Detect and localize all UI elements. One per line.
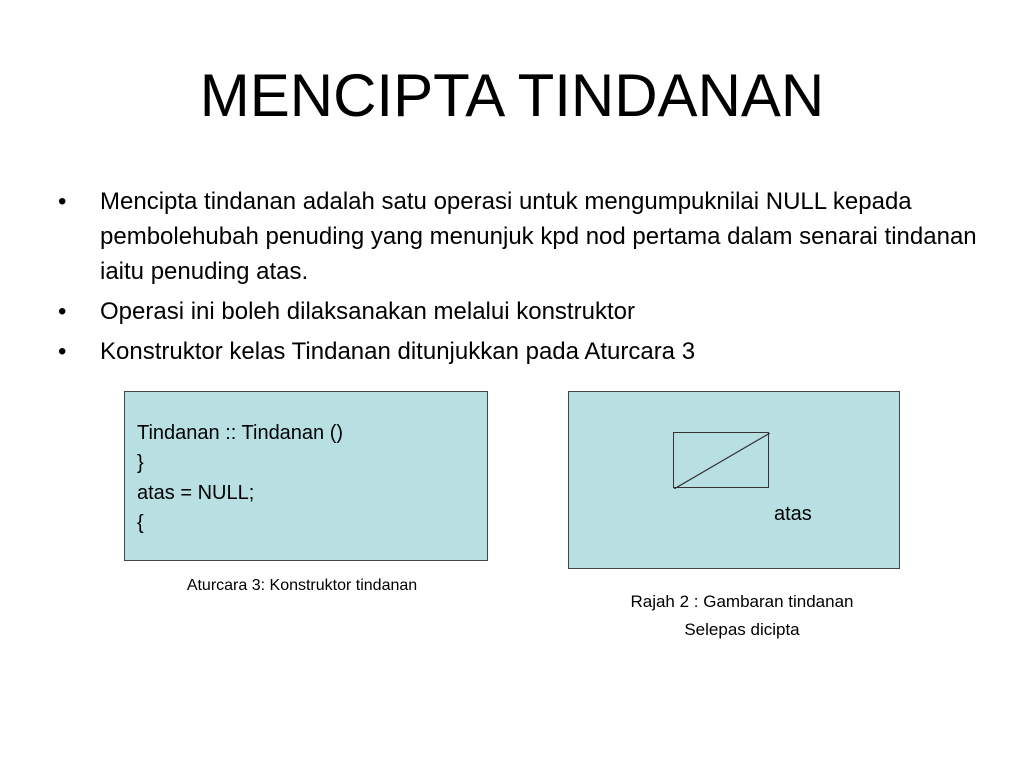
slide-title: MENCIPTA TINDANAN (199, 62, 825, 129)
code-caption: Aturcara 3: Konstruktor tindanan (186, 577, 418, 594)
diagram-caption-line: Rajah 2 : Gambaran tindanan (630, 592, 854, 611)
null-slash-icon (674, 433, 770, 489)
code-line: { (137, 512, 144, 534)
code-line: Tindanan :: Tindanan () (137, 422, 344, 444)
bullet-list (58, 184, 988, 374)
code-listing (137, 418, 343, 538)
bullet-item (58, 184, 988, 289)
bullet-text: Konstruktor kelas Tindanan ditunjukkan pada Aturcara 3 (100, 338, 696, 365)
bullet-item (58, 294, 988, 329)
bullet-text: Operasi ini boleh dilaksanakan melalui konstruktor (100, 298, 635, 325)
bullet-text: Mencipta tindanan adalah satu operasi untuk mengumpuknilai NULL kepada pembolehubah penuding yang menunjuk kpd nod pertama dalam senarai tindanan iaitu penuding atas. (100, 188, 977, 285)
bullet-item (58, 334, 988, 369)
diagram-caption-line: Selepas dicipta (684, 620, 800, 639)
diagram-caption (568, 588, 916, 644)
null-pointer-node (673, 432, 769, 488)
diagram-box (568, 391, 900, 569)
code-box (124, 391, 488, 561)
bullet-symbol: • (58, 298, 67, 325)
bullet-symbol: • (58, 188, 67, 215)
code-line: atas = NULL; (137, 482, 255, 504)
bullet-symbol: • (58, 338, 67, 365)
node-label: atas (774, 503, 812, 525)
code-line: } (137, 452, 144, 474)
